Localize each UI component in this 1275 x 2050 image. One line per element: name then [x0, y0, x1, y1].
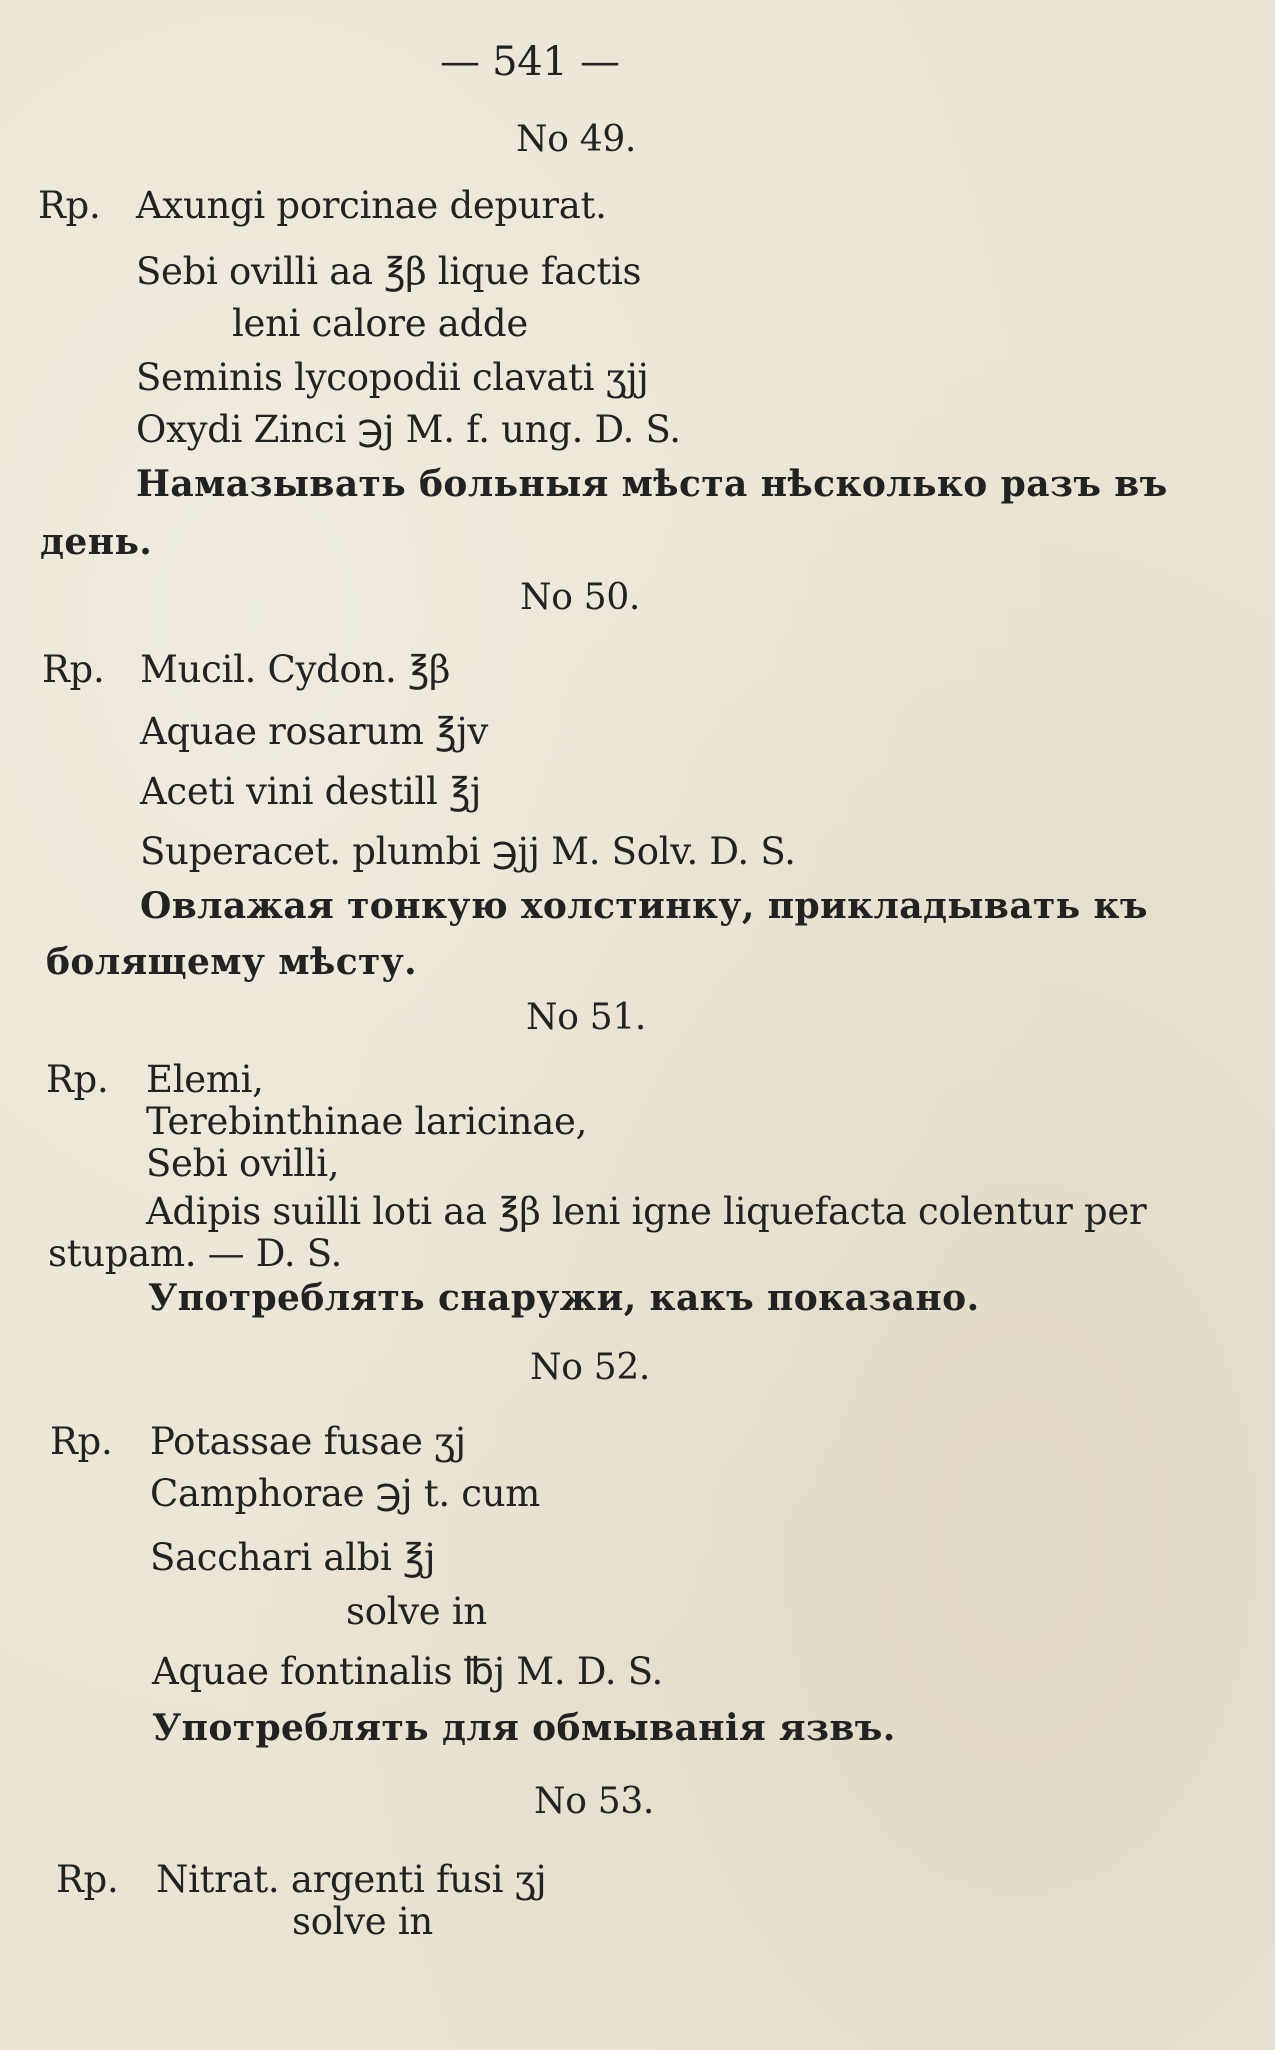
recipe-instruction: день.	[40, 521, 153, 563]
recipe-line: Elemi,	[146, 1058, 264, 1101]
recipe-rp-50: Rp.	[42, 648, 105, 691]
recipe-heading-51: No 51.	[526, 997, 647, 1038]
recipe-heading-53: No 53.	[534, 1781, 655, 1822]
recipe-rp-51: Rp.	[46, 1058, 109, 1101]
recipe-heading-50: No 50.	[520, 577, 641, 618]
recipe-rp-52: Rp.	[50, 1420, 113, 1463]
recipe-instruction: Овлажая тонкую холстинку, прикладывать къ	[140, 885, 1148, 927]
recipe-instruction: Употреблять для обмыванія язвъ.	[152, 1707, 896, 1749]
recipe-line: Adipis suilli loti aa ℥β leni igne liquefacta colentur per	[146, 1190, 1147, 1233]
recipe-line: leni calore adde	[232, 302, 528, 345]
recipe-line: Sebi ovilli aa ℥β lique factis	[136, 250, 642, 293]
recipe-line: solve in	[292, 1900, 433, 1943]
recipe-line: Aquae fontinalis ℔j M. D. S.	[152, 1650, 663, 1693]
recipe-line: Potassae fusae ʒj	[150, 1420, 466, 1463]
recipe-line: solve in	[346, 1590, 487, 1633]
recipe-line: Sebi ovilli,	[146, 1142, 340, 1185]
recipe-line: Nitrat. argenti fusi ʒj	[156, 1858, 547, 1901]
recipe-line: Aceti vini destill ℥j	[140, 770, 482, 813]
recipe-rp-49: Rp.	[38, 184, 101, 227]
recipe-heading-52: No 52.	[530, 1347, 651, 1388]
recipe-line: Oxydi Zinci ℈j M. f. ung. D. S.	[136, 408, 681, 451]
recipe-line: Aquae rosarum ℥jv	[140, 710, 488, 753]
recipe-heading-49: No 49.	[516, 119, 637, 160]
recipe-rp-53: Rp.	[56, 1858, 119, 1901]
recipe-instruction: Намазывать больныя мѣста нѣсколько разъ въ	[136, 463, 1168, 505]
page-number: — 541 —	[440, 39, 620, 85]
recipe-line: stupam. — D. S.	[48, 1232, 342, 1275]
recipe-line: Terebinthinae laricinae,	[146, 1100, 588, 1143]
recipe-line: Seminis lycopodii clavati ʒjj	[136, 356, 649, 399]
recipe-instruction: болящему мѣсту.	[46, 941, 418, 983]
recipe-line: Sacchari albi ℥j	[150, 1536, 436, 1579]
recipe-line: Axungi porcinae depurat.	[136, 184, 607, 227]
recipe-line: Superacet. plumbi ℈jj M. Solv. D. S.	[140, 830, 796, 873]
recipe-line: Mucil. Cydon. ℥β	[140, 648, 451, 691]
recipe-instruction: Употреблять снаружи, какъ показано.	[148, 1277, 980, 1319]
recipe-line: Camphorae ℈j t. cum	[150, 1472, 541, 1515]
